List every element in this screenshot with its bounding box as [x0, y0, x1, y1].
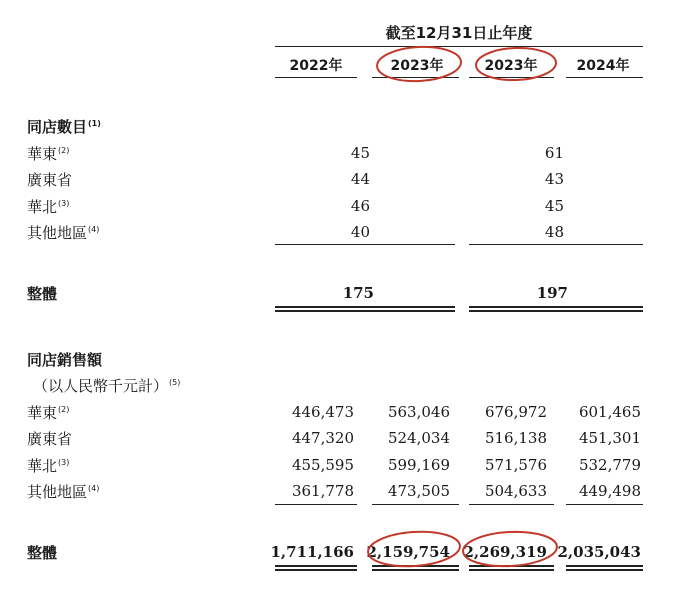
- store-sales-total-cell: 2,035,043: [557, 543, 641, 561]
- store-sales-cell: 446,473: [291, 403, 354, 421]
- store-count-cell: 61: [544, 144, 564, 162]
- store-sales-total-cell: 2,159,754: [366, 543, 450, 561]
- store-sales-cell: 676,972: [484, 403, 547, 421]
- row-label-text: 華北: [27, 198, 58, 216]
- store-count-title-text: 同店數目: [27, 118, 88, 136]
- row-label-text: 其他地區: [27, 224, 88, 242]
- store-count-total-label: 整體: [27, 285, 58, 303]
- store-sales-title: 同店銷售額: [27, 351, 103, 369]
- store-sales-total-cell: 2,269,319: [463, 543, 547, 561]
- row-label-text: 華北: [27, 457, 58, 475]
- store-sales-cell: 532,779: [578, 456, 641, 474]
- column-header-2023-a: 2023年: [390, 58, 444, 74]
- store-count-cell: 43: [544, 170, 564, 188]
- annotation-circle-2023-a-header: [376, 45, 462, 83]
- store-sales-cell: 524,034: [387, 429, 450, 447]
- store-sales-cell: 455,595: [291, 456, 354, 474]
- store-sales-cell: 361,778: [291, 482, 354, 500]
- row-label-note: (2): [58, 405, 70, 414]
- store-sales-subtitle-text: （以人民幣千元計）: [33, 377, 169, 395]
- row-label-text: 華東: [27, 404, 58, 422]
- period-title: 截至12月31日止年度: [385, 24, 533, 42]
- store-sales-cell: 447,320: [291, 429, 354, 447]
- store-count-cell: 45: [350, 144, 370, 162]
- store-count-cell: 46: [350, 197, 370, 215]
- store-sales-total-cell: 1,711,166: [270, 543, 354, 561]
- row-label-note: (2): [58, 146, 70, 155]
- store-sales-cell: 563,046: [387, 403, 450, 421]
- annotation-circle-2023-a-total: [367, 529, 461, 569]
- store-sales-cell: 451,301: [578, 429, 641, 447]
- row-label-note: (3): [58, 458, 70, 467]
- column-header-2022: 2022年: [289, 58, 343, 74]
- store-sales-cell: 516,138: [484, 429, 547, 447]
- row-label-text: 廣東省: [27, 430, 73, 448]
- row-label-note: (4): [88, 225, 100, 234]
- row-label-text: 廣東省: [27, 171, 73, 189]
- column-header-2024: 2024年: [576, 58, 630, 74]
- store-sales-cell: 504,633: [484, 482, 547, 500]
- row-label-note: (4): [88, 484, 100, 493]
- store-sales-subtitle-note: (5): [169, 378, 181, 387]
- store-count-title-note: (1): [88, 119, 101, 128]
- store-count-cell: 48: [544, 223, 564, 241]
- store-sales-cell: 473,505: [387, 482, 450, 500]
- annotation-circle-2023-b-header: [475, 47, 556, 82]
- store-sales-cell: 571,576: [484, 456, 547, 474]
- store-count-cell: 44: [350, 170, 370, 188]
- store-sales-cell: 449,498: [578, 482, 641, 500]
- store-sales-total-label: 整體: [27, 544, 58, 562]
- row-label-note: (3): [58, 199, 70, 208]
- store-sales-cell: 599,169: [387, 456, 450, 474]
- store-sales-cell: 601,465: [578, 403, 641, 421]
- store-count-total-cell: 197: [536, 284, 568, 302]
- annotation-circle-2023-b-total: [462, 530, 558, 569]
- store-count-cell: 40: [350, 223, 370, 241]
- column-header-2023-b: 2023年: [484, 58, 538, 74]
- store-count-cell: 45: [544, 197, 564, 215]
- store-count-total-cell: 175: [342, 284, 374, 302]
- row-label-text: 華東: [27, 145, 58, 163]
- row-label-text: 其他地區: [27, 483, 88, 501]
